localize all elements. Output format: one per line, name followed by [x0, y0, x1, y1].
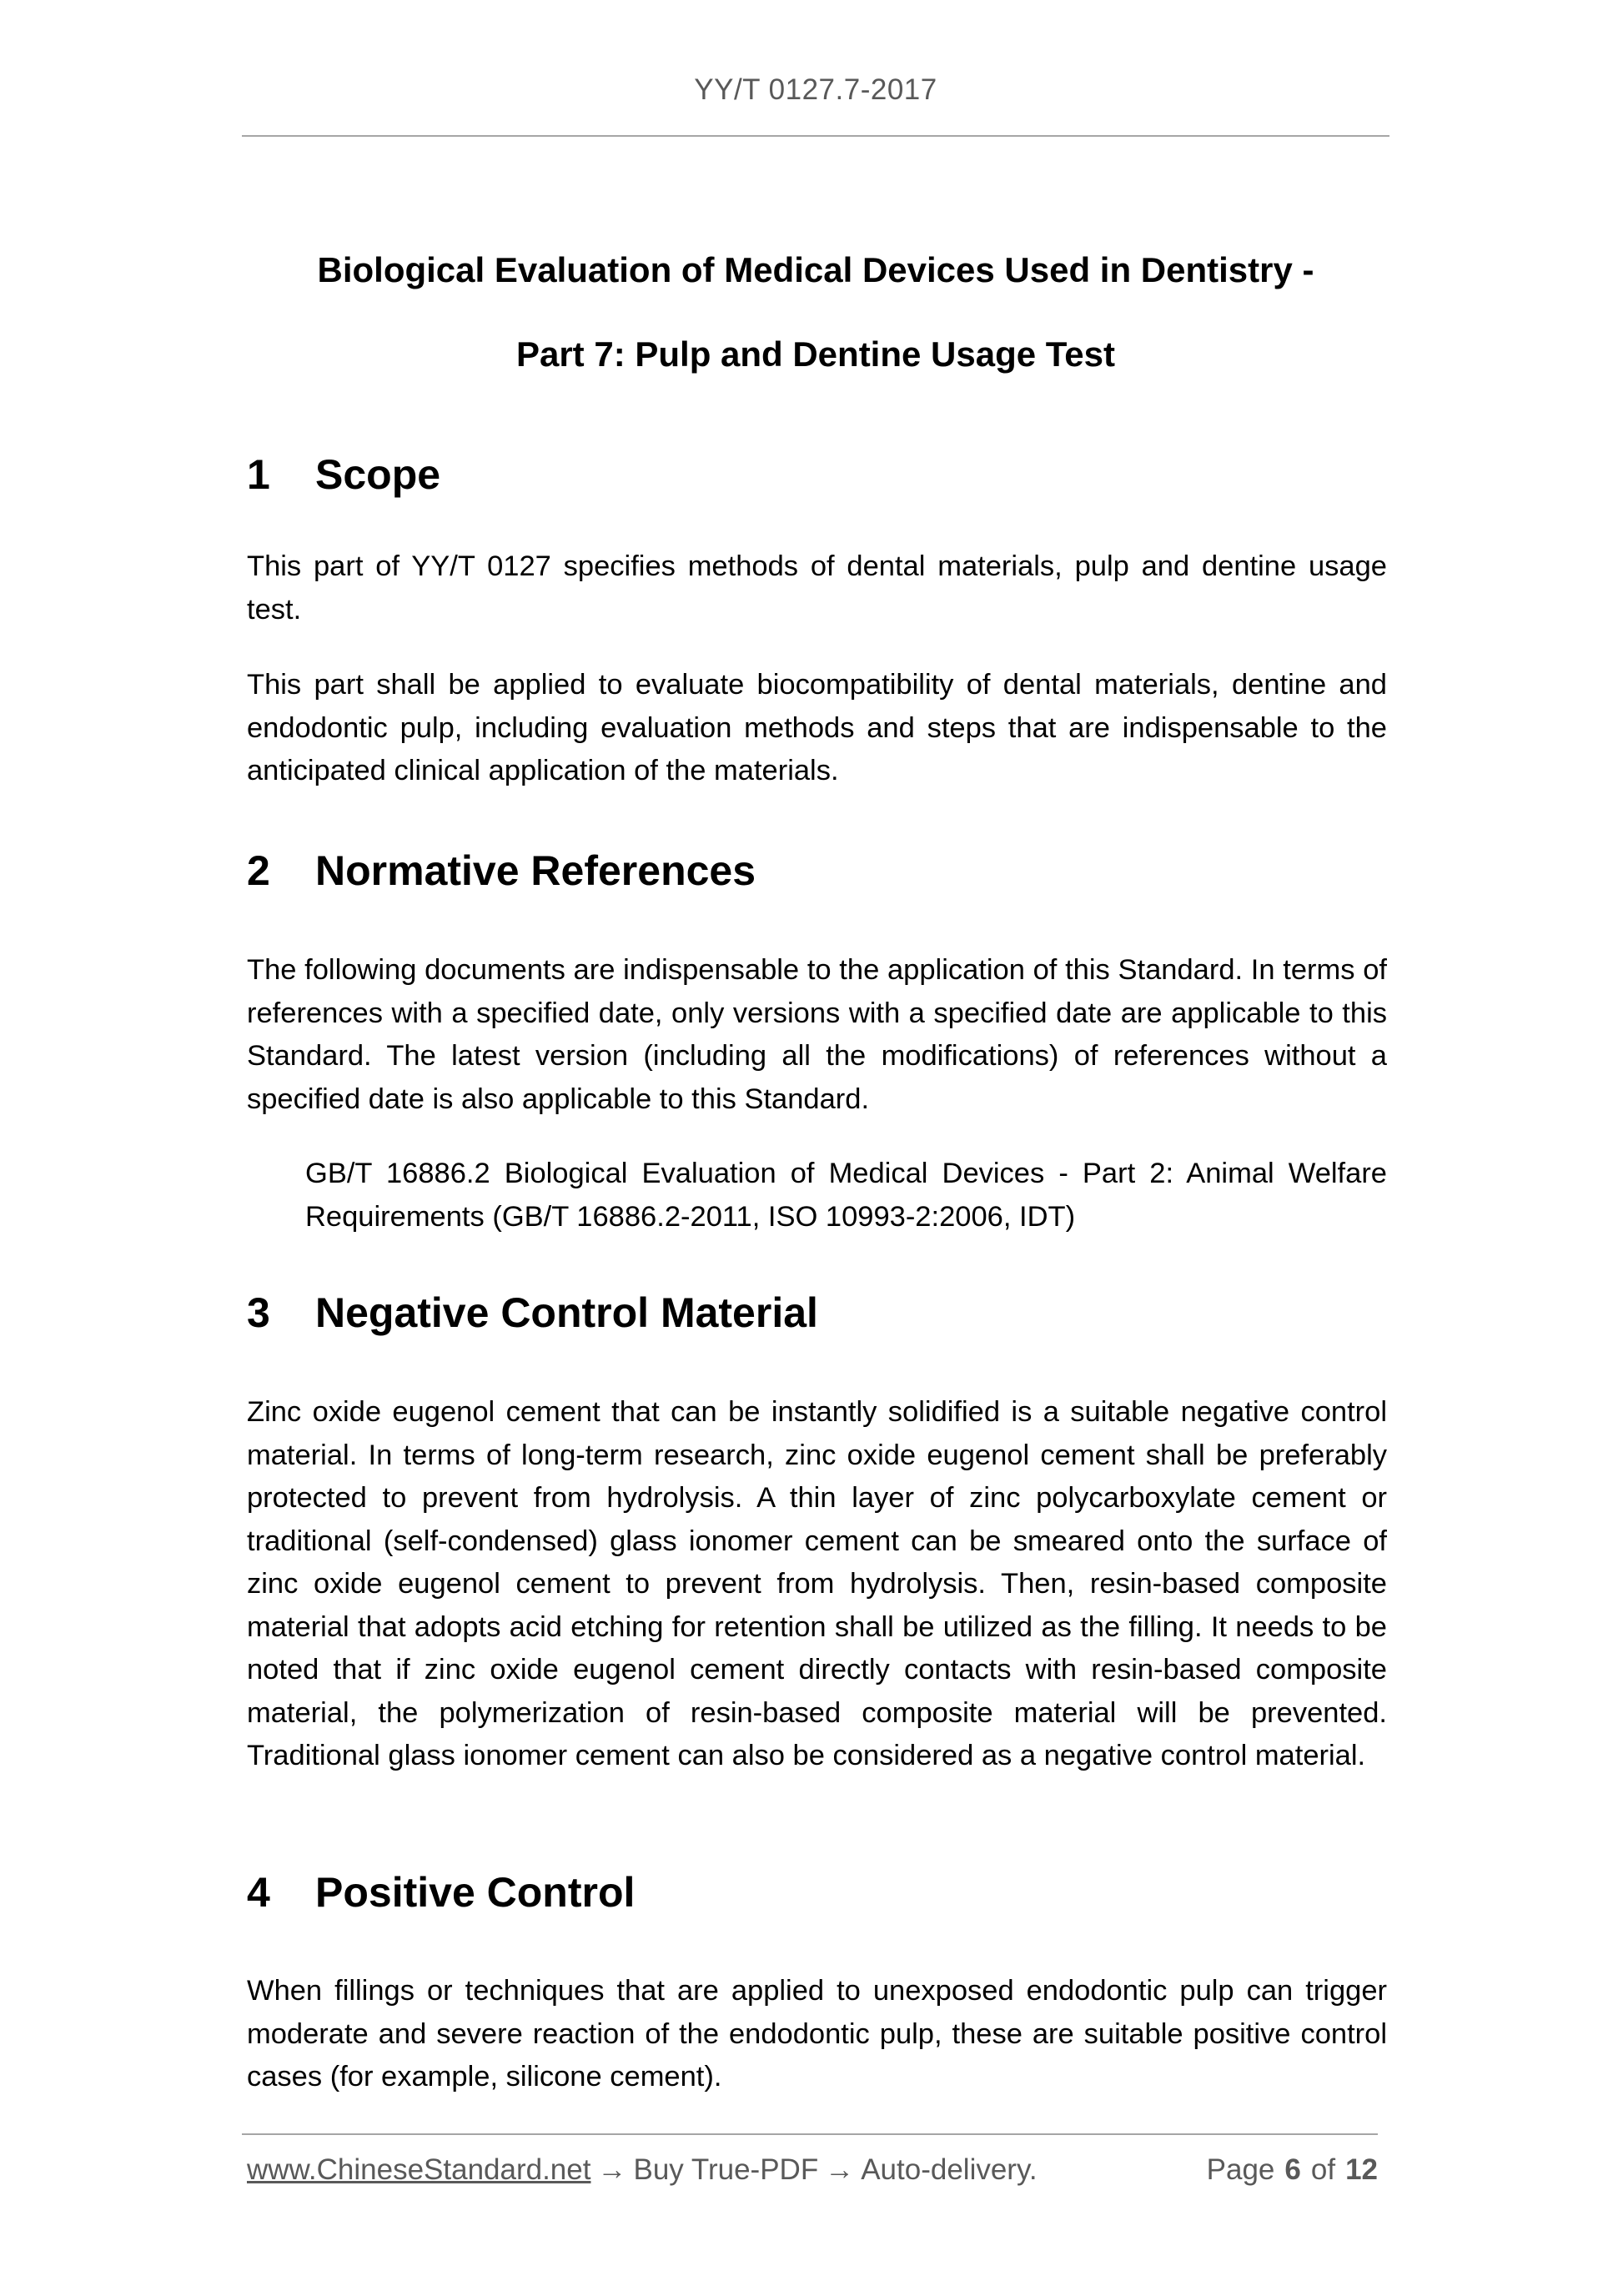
arrow-right-icon: →: [597, 2153, 627, 2186]
section-number: 3: [247, 1289, 270, 1336]
section-title: Normative References: [315, 847, 756, 894]
section-heading-scope: [247, 450, 440, 499]
total-pages: 12: [1345, 2153, 1378, 2186]
scope-paragraph-1: This part of YY/T 0127 specifies methods of dental materials, pulp and dentine usage test.: [247, 550, 1387, 625]
footer-promo: [247, 2153, 1038, 2187]
section-number: 1: [247, 451, 270, 498]
page-number-indicator: [1207, 2153, 1378, 2187]
section-heading-negative-control: [247, 1289, 818, 1337]
section-heading-normative-references: [247, 847, 756, 895]
reference-item: GB/T 16886.2 Biological Evaluation of Medical Devices - Part 2: Animal Welfare Requirements (GB/T 16886.2-2011, ISO 10993-2:2006, IDT): [305, 1158, 1387, 1233]
normative-references-paragraph: The following documents are indispensable to the application of this Standard. In terms of references with a specified date, only versions with a specified date are applicable to this Standard. The latest version (including all the modifications) of references without a specified date is also applicable to this Standard.: [247, 954, 1387, 1115]
page-label: Page: [1206, 2153, 1275, 2186]
footer-divider: [242, 2133, 1378, 2135]
section-title: Negative Control Material: [315, 1289, 818, 1336]
scope-paragraph-2: This part shall be applied to evaluate biocompatibility of dental materials, dentine and endodontic pulp, including evaluation methods and steps that are indispensable to the anticipated clinical application of the materials.: [247, 669, 1387, 786]
current-page: 6: [1284, 2153, 1301, 2186]
section-number: 4: [247, 1869, 270, 1916]
page-header-standard-code: YY/T 0127.7-2017: [694, 73, 937, 106]
section-heading-positive-control: [247, 1868, 635, 1917]
of-label: of: [1310, 2153, 1336, 2186]
positive-control-paragraph: When fillings or techniques that are applied to unexposed endodontic pulp can trigger moderate and severe reaction of the endodontic pulp, these are suitable positive control cases (for example, silicone cement).: [247, 1975, 1387, 2093]
section-number: 2: [247, 847, 270, 894]
header-divider: [242, 135, 1389, 137]
auto-delivery-text: Auto-delivery.: [861, 2153, 1038, 2186]
document-title-line-2: Part 7: Pulp and Dentine Usage Test: [515, 334, 1116, 374]
negative-control-paragraph: Zinc oxide eugenol cement that can be instantly solidified is a suitable negative control material. In terms of long-term research, zinc oxide eugenol cement shall be preferably protected to prevent from hydrolysis. A thin layer of zinc polycarboxylate cement or traditional (self-condensed) glass ionomer cement can be smeared onto the surface of zinc oxide eugenol cement to prevent from hydrolysis. Then, resin-based composite material that adopts acid etching for retention shall be utilized as the filling. It needs to be noted that if zinc oxide eugenol cement directly contacts with resin-based composite material, the polymerization of resin-based composite material will be prevented. Traditional glass ionomer cement can also be considered as a negative control material.: [247, 1396, 1387, 1771]
document-title-line-1: Biological Evaluation of Medical Devices Used in Dentistry -: [317, 250, 1314, 289]
section-title: Positive Control: [315, 1869, 636, 1916]
chinesestandard-link[interactable]: www.ChineseStandard.net: [247, 2153, 591, 2186]
arrow-right-icon: →: [825, 2153, 855, 2186]
section-title: Scope: [315, 451, 441, 498]
page-footer: [247, 2153, 1378, 2187]
buy-true-pdf-text: Buy True-PDF: [633, 2153, 819, 2186]
